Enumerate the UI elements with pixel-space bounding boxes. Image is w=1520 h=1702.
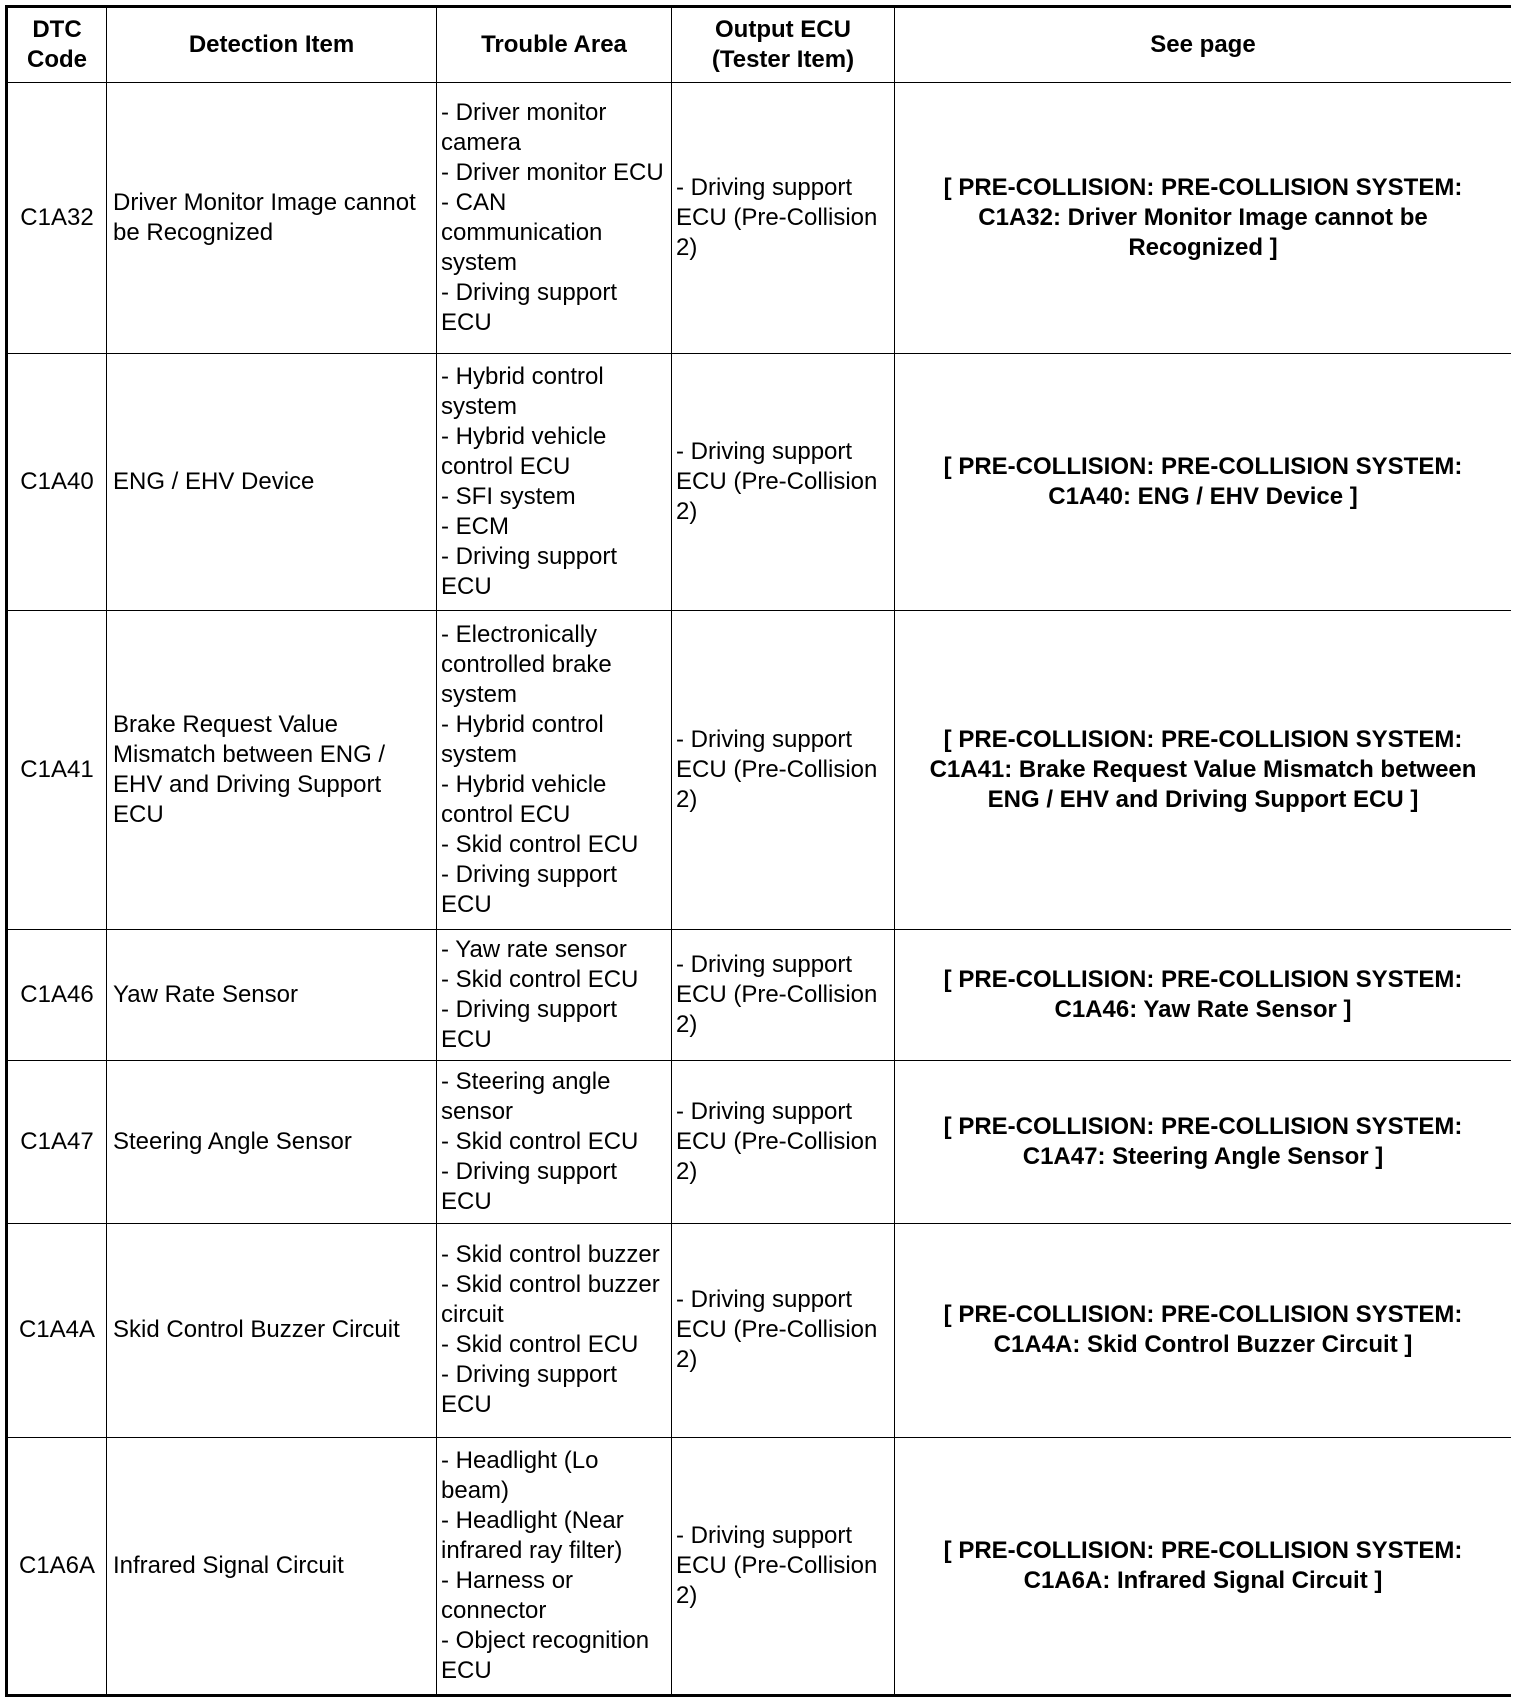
trouble-area-line: - Driving support ECU: [441, 1157, 618, 1215]
trouble-area: [437, 1061, 672, 1223]
header-detection-item: Detection Item: [107, 7, 437, 83]
dtc-table-body: [7, 83, 1512, 1696]
trouble-area-line: - Skid control ECU: [441, 831, 639, 859]
output-ecu: - Driving support ECU (Pre-Collision 2): [672, 1438, 895, 1696]
table-row: [7, 1438, 1512, 1696]
detection-item: Driver Monitor Image cannot be Recognized: [107, 83, 437, 354]
dtc-code: C1A40: [7, 354, 107, 611]
detection-item: Brake Request Value Mismatch between ENG / EHV and Driving Support ECU: [107, 610, 437, 929]
header-dtc-code: [7, 7, 107, 83]
trouble-area-line: - Headlight (Lo beam): [441, 1447, 599, 1505]
detection-item: Yaw Rate Sensor: [107, 930, 437, 1061]
detection-item: Skid Control Buzzer Circuit: [107, 1223, 437, 1438]
trouble-area-line: - Hybrid vehicle control ECU: [441, 771, 607, 829]
detection-item: Infrared Signal Circuit: [107, 1438, 437, 1696]
table-row: [7, 354, 1512, 611]
output-ecu: - Driving support ECU (Pre-Collision 2): [672, 1223, 895, 1438]
trouble-area-line: - Driving support ECU: [441, 279, 618, 337]
see-page-link[interactable]: [ PRE-COLLISION: PRE-COLLISION SYSTEM: C1A41: Brake Request Value Mismatch between ENG / EHV and Driving Support ECU ]: [895, 610, 1512, 929]
output-ecu: - Driving support ECU (Pre-Collision 2): [672, 1061, 895, 1223]
see-page-link[interactable]: [ PRE-COLLISION: PRE-COLLISION SYSTEM: C1A32: Driver Monitor Image cannot be Recognized ]: [895, 83, 1512, 354]
table-row: [7, 930, 1512, 1061]
trouble-area-line: - Yaw rate sensor: [441, 936, 627, 964]
output-ecu: - Driving support ECU (Pre-Collision 2): [672, 610, 895, 929]
trouble-area: [437, 1438, 672, 1696]
trouble-area-line: - Skid control ECU: [441, 966, 639, 994]
trouble-area-line: - Driving support ECU: [441, 861, 618, 919]
trouble-area-line: - Steering angle sensor: [441, 1067, 611, 1125]
trouble-area-line: - Driver monitor camera: [441, 99, 607, 157]
dtc-code: C1A47: [7, 1061, 107, 1223]
dtc-document: [5, 5, 1511, 1697]
trouble-area-line: - Driving support ECU: [441, 996, 618, 1054]
detection-item: ENG / EHV Device: [107, 354, 437, 611]
dtc-code: C1A46: [7, 930, 107, 1061]
header-dtc-code-line-2: Code: [27, 46, 87, 73]
header-output-ecu-line-1: Output ECU: [715, 16, 851, 43]
dtc-table: [5, 5, 1511, 1697]
trouble-area-line: - Hybrid vehicle control ECU: [441, 423, 607, 481]
trouble-area-line: - Skid control ECU: [441, 1127, 639, 1155]
header-row: [7, 7, 1512, 83]
header-dtc-code-line-1: DTC: [32, 16, 82, 43]
trouble-area: [437, 1223, 672, 1438]
dtc-code: C1A41: [7, 610, 107, 929]
trouble-area-line: - SFI system: [441, 483, 576, 511]
trouble-area: [437, 930, 672, 1061]
header-output-ecu: [672, 7, 895, 83]
trouble-area-line: - ECM: [441, 513, 509, 541]
trouble-area-line: - Skid control buzzer circuit: [441, 1271, 660, 1329]
output-ecu: - Driving support ECU (Pre-Collision 2): [672, 930, 895, 1061]
see-page-link[interactable]: [ PRE-COLLISION: PRE-COLLISION SYSTEM: C1A40: ENG / EHV Device ]: [895, 354, 1512, 611]
trouble-area: [437, 610, 672, 929]
trouble-area-line: - Hybrid control system: [441, 711, 604, 769]
table-row: [7, 1061, 1512, 1223]
trouble-area-line: - Object recognition ECU: [441, 1627, 650, 1685]
see-page-link[interactable]: [ PRE-COLLISION: PRE-COLLISION SYSTEM: C1A4A: Skid Control Buzzer Circuit ]: [895, 1223, 1512, 1438]
see-page-link[interactable]: [ PRE-COLLISION: PRE-COLLISION SYSTEM: C1A47: Steering Angle Sensor ]: [895, 1061, 1512, 1223]
output-ecu: - Driving support ECU (Pre-Collision 2): [672, 83, 895, 354]
trouble-area: [437, 354, 672, 611]
trouble-area-line: - Skid control ECU: [441, 1331, 639, 1359]
dtc-code: C1A6A: [7, 1438, 107, 1696]
table-row: [7, 1223, 1512, 1438]
table-row: [7, 83, 1512, 354]
header-trouble-area: Trouble Area: [437, 7, 672, 83]
trouble-area: [437, 83, 672, 354]
header-see-page: See page: [895, 7, 1512, 83]
dtc-code: C1A4A: [7, 1223, 107, 1438]
trouble-area-line: - Headlight (Near infrared ray filter): [441, 1507, 624, 1565]
trouble-area-line: - Driving support ECU: [441, 1361, 618, 1419]
header-output-ecu-line-2: (Tester Item): [711, 46, 855, 73]
dtc-code: C1A32: [7, 83, 107, 354]
trouble-area-line: - CAN communication system: [441, 189, 603, 277]
see-page-link[interactable]: [ PRE-COLLISION: PRE-COLLISION SYSTEM: C1A6A: Infrared Signal Circuit ]: [895, 1438, 1512, 1696]
trouble-area-line: - Driving support ECU: [441, 543, 618, 601]
see-page-link[interactable]: [ PRE-COLLISION: PRE-COLLISION SYSTEM: C1A46: Yaw Rate Sensor ]: [895, 930, 1512, 1061]
trouble-area-line: - Harness or connector: [441, 1567, 574, 1625]
trouble-area-line: - Electronically controlled brake system: [441, 621, 612, 709]
detection-item: Steering Angle Sensor: [107, 1061, 437, 1223]
output-ecu: - Driving support ECU (Pre-Collision 2): [672, 354, 895, 611]
trouble-area-line: - Hybrid control system: [441, 363, 604, 421]
table-row: [7, 610, 1512, 929]
trouble-area-line: - Driver monitor ECU: [441, 159, 664, 187]
trouble-area-line: - Skid control buzzer: [441, 1241, 660, 1269]
